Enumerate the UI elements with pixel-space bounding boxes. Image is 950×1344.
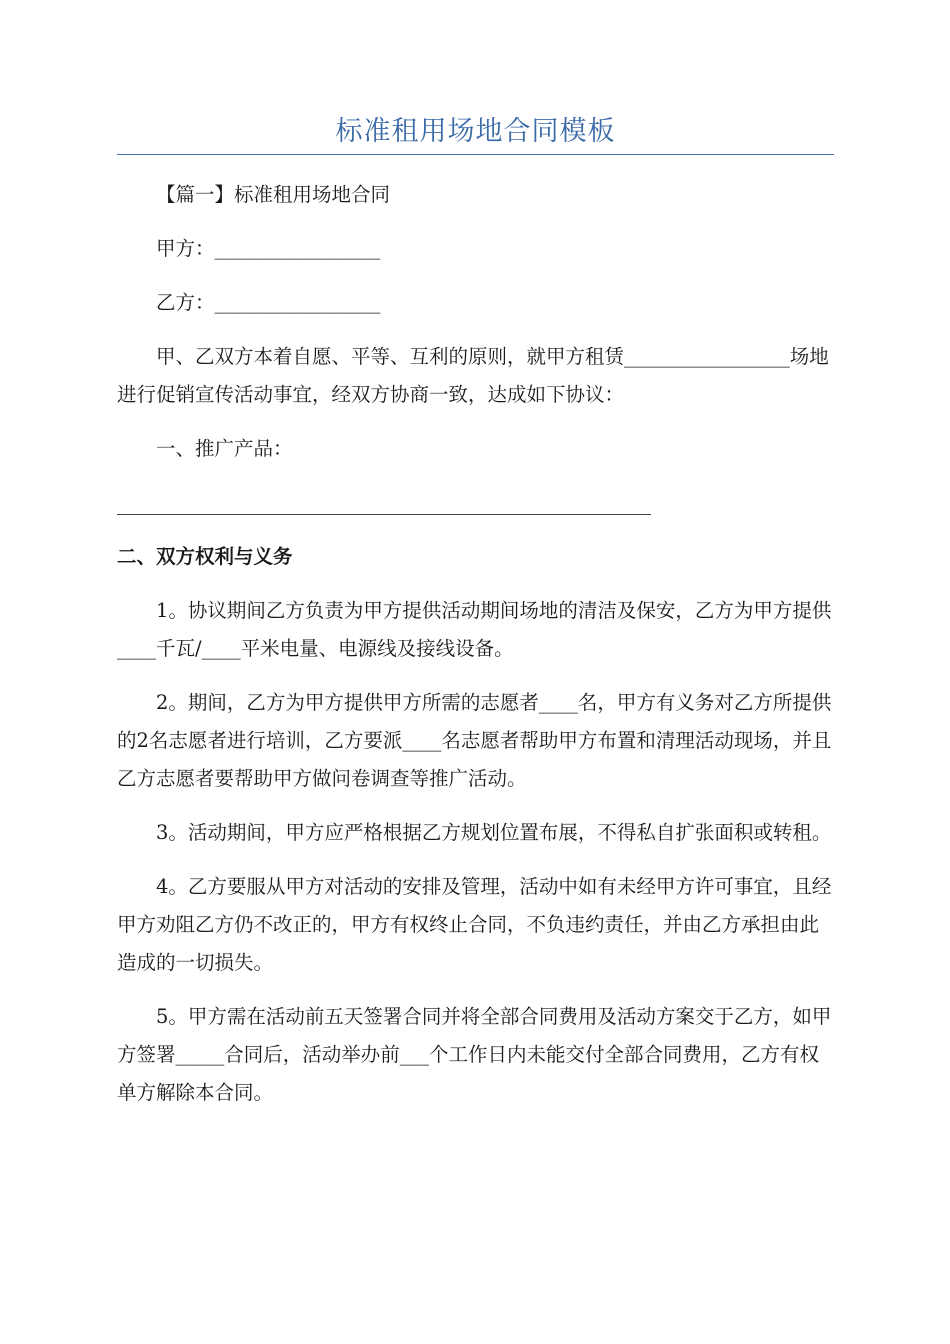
party-a-line: 甲方：_________________ [156,237,381,260]
party-b-line: 乙方：_________________ [156,291,381,314]
title-underline [117,154,834,155]
clause-3: 3。活动期间，甲方应严格根据乙方规划位置布展，不得私自扩张面积或转租。 [156,821,832,844]
clause-5: 5。甲方需在活动前五天签署合同并将全部合同费用及活动方案交于乙方，如甲方签署_____合同后，活动举办前___个工作日内未能交付全部合同费用，乙方有权单方解除本合同。 [117,1005,832,1104]
clause-2: 2。期间，乙方为甲方提供甲方所需的志愿者____名，甲方有义务对乙方所提供的2名志愿者进行培训，乙方要派____名志愿者帮助甲方布置和清理活动现场，并且乙方志愿者要帮助甲方做问卷调查等推广活动。 [117,691,832,790]
fill-in-blank-line [117,484,834,522]
item-promoted-product: 一、推广产品： [156,437,293,460]
document-title: 标准租用场地合同模板 [335,116,616,147]
document-body [117,176,834,1128]
clause-4: 4。乙方要服从甲方对活动的安排及管理，活动中如有未经甲方许可事宜，且经甲方劝阻乙方仍不改正的，甲方有权终止合同，不负违约责任，并由乙方承担由此造成的一切损失。 [117,875,832,974]
section-label: 【篇一】标准租用场地合同 [156,183,391,206]
intro-paragraph: 甲、乙双方本着自愿、平等、互利的原则，就甲方租赁_________________场地进行促销宣传活动事宜，经双方协商一致，达成如下协议： [117,345,829,406]
section-heading-rights: 二、双方权利与义务 [117,545,293,568]
clause-1: 1。协议期间乙方负责为甲方提供活动期间场地的清洁及保安，乙方为甲方提供____千瓦/____平米电量、电源线及接线设备。 [117,599,832,660]
